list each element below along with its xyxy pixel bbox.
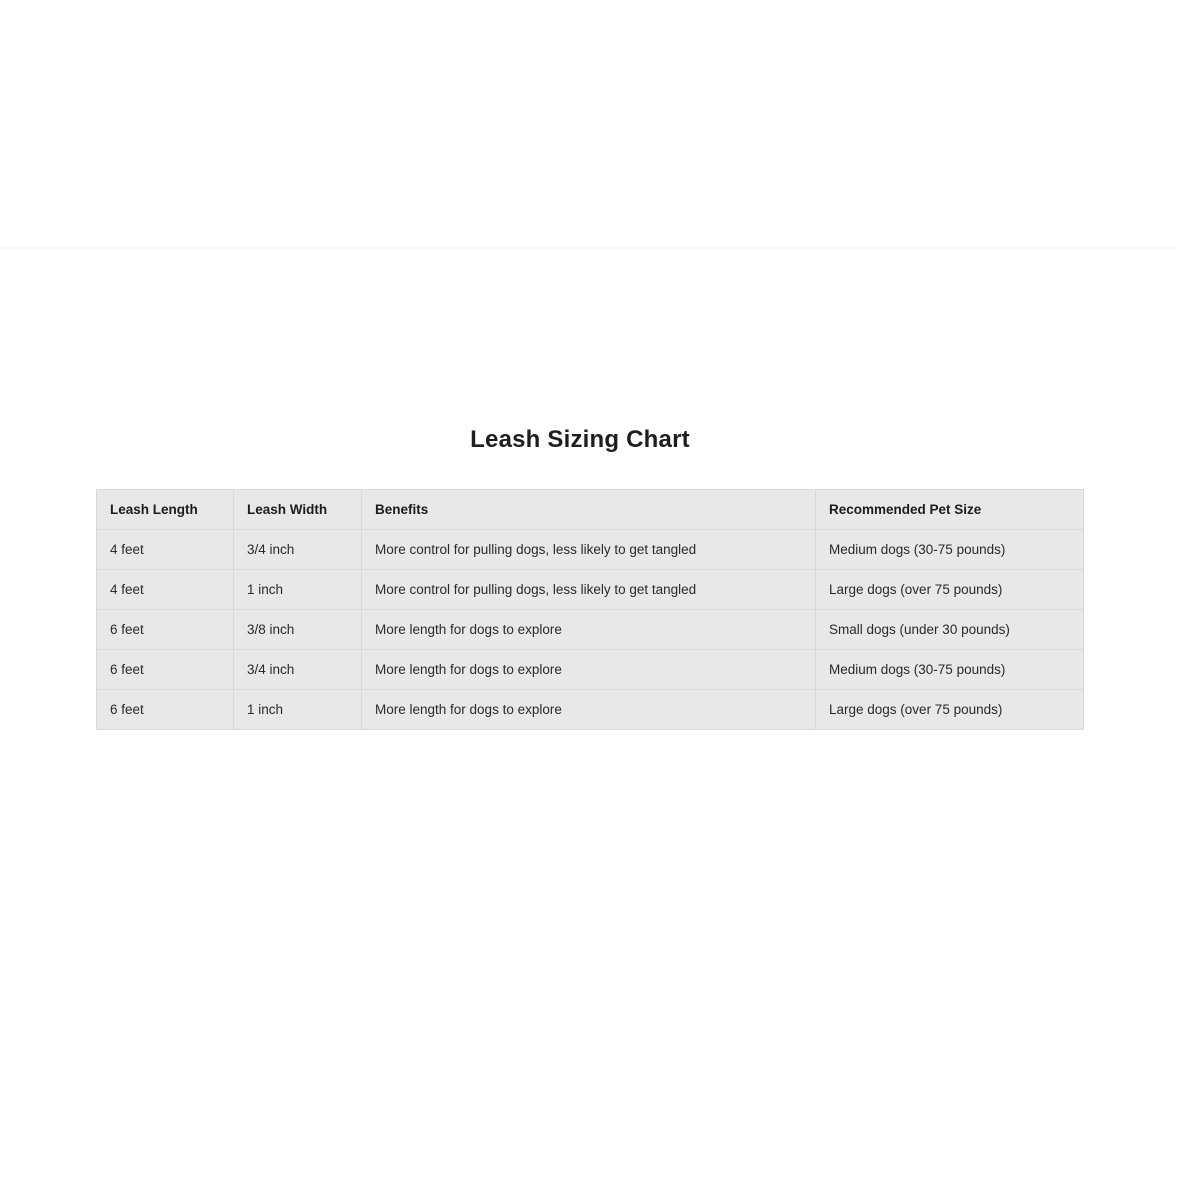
cell-leash-width: 1 inch bbox=[234, 570, 362, 610]
leash-sizing-table bbox=[96, 489, 1084, 730]
cell-leash-length: 4 feet bbox=[97, 530, 234, 570]
table-row bbox=[97, 650, 1084, 690]
table-row bbox=[97, 530, 1084, 570]
cell-benefits: More length for dogs to explore bbox=[362, 610, 816, 650]
top-divider bbox=[0, 247, 1175, 249]
cell-pet-size: Large dogs (over 75 pounds) bbox=[816, 690, 1084, 730]
cell-leash-length: 4 feet bbox=[97, 570, 234, 610]
header-benefits: Benefits bbox=[362, 490, 816, 530]
cell-leash-width: 1 inch bbox=[234, 690, 362, 730]
table-row bbox=[97, 690, 1084, 730]
chart-title: Leash Sizing Chart bbox=[470, 426, 690, 453]
table-row bbox=[97, 570, 1084, 610]
cell-pet-size: Medium dogs (30-75 pounds) bbox=[816, 650, 1084, 690]
cell-benefits: More control for pulling dogs, less likely to get tangled bbox=[362, 570, 816, 610]
cell-benefits: More control for pulling dogs, less likely to get tangled bbox=[362, 530, 816, 570]
cell-pet-size: Small dogs (under 30 pounds) bbox=[816, 610, 1084, 650]
cell-leash-length: 6 feet bbox=[97, 610, 234, 650]
header-recommended-pet-size: Recommended Pet Size bbox=[816, 490, 1084, 530]
cell-benefits: More length for dogs to explore bbox=[362, 690, 816, 730]
header-leash-width: Leash Width bbox=[234, 490, 362, 530]
table-header-row bbox=[97, 490, 1084, 530]
cell-leash-width: 3/4 inch bbox=[234, 530, 362, 570]
table-row bbox=[97, 610, 1084, 650]
header-leash-length: Leash Length bbox=[97, 490, 234, 530]
cell-leash-length: 6 feet bbox=[97, 690, 234, 730]
cell-leash-width: 3/4 inch bbox=[234, 650, 362, 690]
cell-pet-size: Large dogs (over 75 pounds) bbox=[816, 570, 1084, 610]
cell-leash-length: 6 feet bbox=[97, 650, 234, 690]
cell-benefits: More length for dogs to explore bbox=[362, 650, 816, 690]
cell-pet-size: Medium dogs (30-75 pounds) bbox=[816, 530, 1084, 570]
cell-leash-width: 3/8 inch bbox=[234, 610, 362, 650]
